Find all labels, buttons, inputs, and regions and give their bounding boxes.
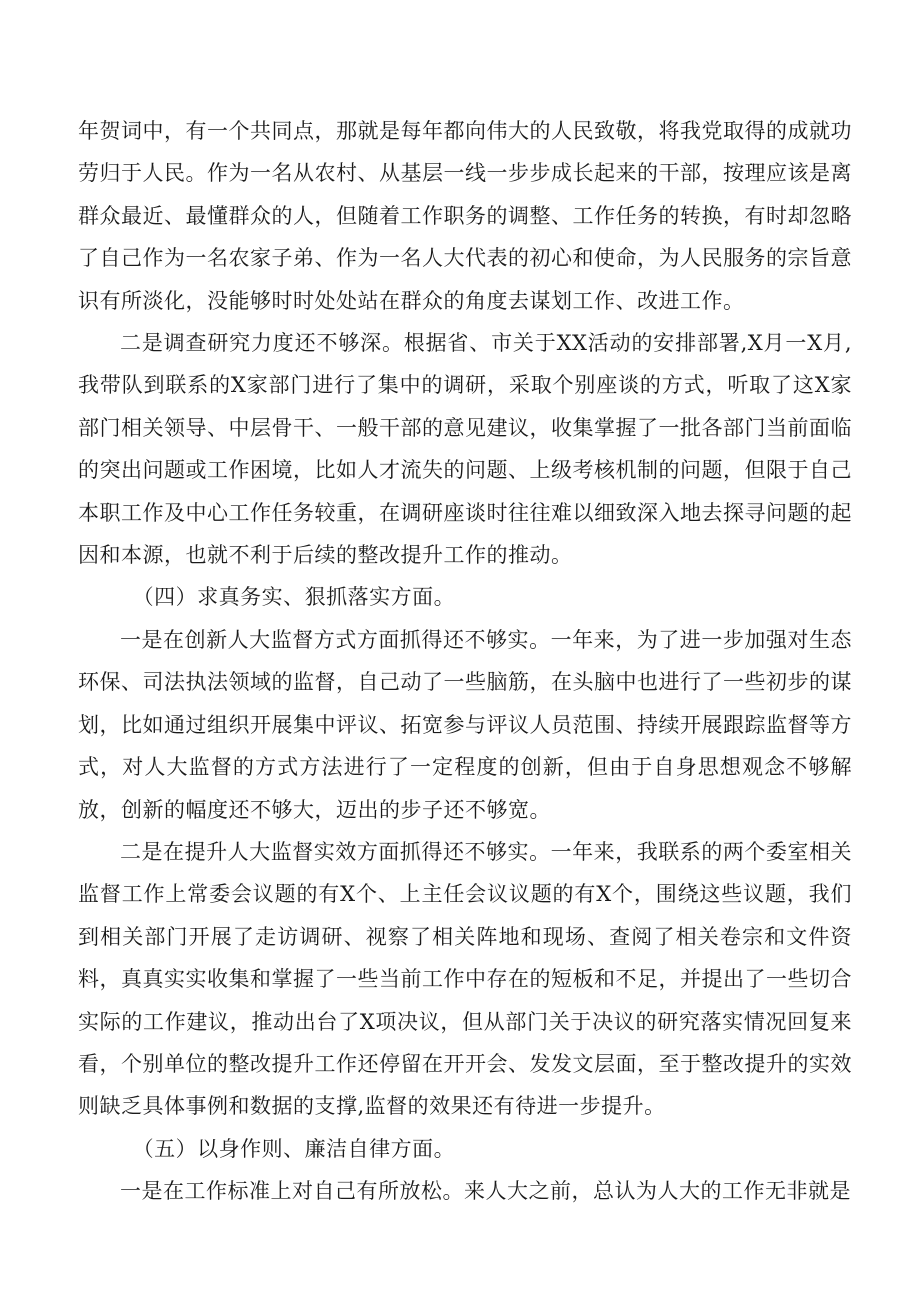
paragraph-work-standards: 一是在工作标准上对自己有所放松。来人大之前，总认为人大的工作无非就是 bbox=[120, 1179, 851, 1204]
document-body bbox=[78, 110, 852, 1213]
paragraph-investigation-research: 二是调查研究力度还不够深。根据省、市关于XX活动的安排部署,X月一X月,我带队到联系的X家部门进行了集中的调研，采取个别座谈的方式，听取了这X家部门相关领导、中层骨干、一般干部的意见建议，收集掌握了一批各部门当前面临的突出问题或工作困境，比如人才流失的问题、上级考核机制的问题，但限于自己本职工作及中心工作任务较重，在调研座谈时往往难以细致深入地去探寻问题的起因和本源，也就不利于后续的整改提升工作的推动。 bbox=[78, 331, 852, 568]
section-heading-4: （四）求真务实、狠抓落实方面。 bbox=[132, 585, 456, 610]
paragraph-continuation: 年贺词中，有一个共同点，那就是每年都向伟大的人民致敬，将我党取得的成就功劳归于人民。作为一名从农村、从基层一线一步步成长起来的干部，按理应该是离群众最近、最懂群众的人，但随着工作职务的调整、工作任务的转换，有时却忽略了自己作为一名农家子弟、作为一名人大代表的初心和使命，为人民服务的宗旨意识有所淡化，没能够时时处处站在群众的角度去谋划工作、改进工作。 bbox=[78, 119, 852, 313]
paragraph-supervision-effectiveness: 二是在提升人大监督实效方面抓得还不够实。一年来，我联系的两个委室相关监督工作上常委会议题的有X个、上主任会议议题的有X个，围绕这些议题，我们到相关部门开展了走访调研、视察了相关阵地和现场、查阅了相关卷宗和文件资料，真真实实收集和掌握了一些当前工作中存在的短板和不足，并提出了一些切合实际的工作建议，推动出台了X项决议，但从部门关于决议的研究落实情况回复来看，个别单位的整改提升工作还停留在开开会、发发文层面，至于整改提升的实效则缺乏具体事例和数据的支撑,监督的效果还有待进一步提升。 bbox=[78, 839, 852, 1119]
section-heading-5: （五）以身作则、廉洁自律方面。 bbox=[132, 1136, 456, 1161]
paragraph-supervision-innovation: 一是在创新人大监督方式方面抓得还不够实。一年来，为了进一步加强对生态环保、司法执法领域的监督，自己动了一些脑筋，在头脑中也进行了一些初步的谋划，比如通过组织开展集中评议、拓宽参与评议人员范围、持续开展跟踪监督等方式，对人大监督的方式方法进行了一定程度的创新，但由于自身思想观念不够解放，创新的幅度还不够大，迈出的步子还不够宽。 bbox=[78, 627, 852, 822]
